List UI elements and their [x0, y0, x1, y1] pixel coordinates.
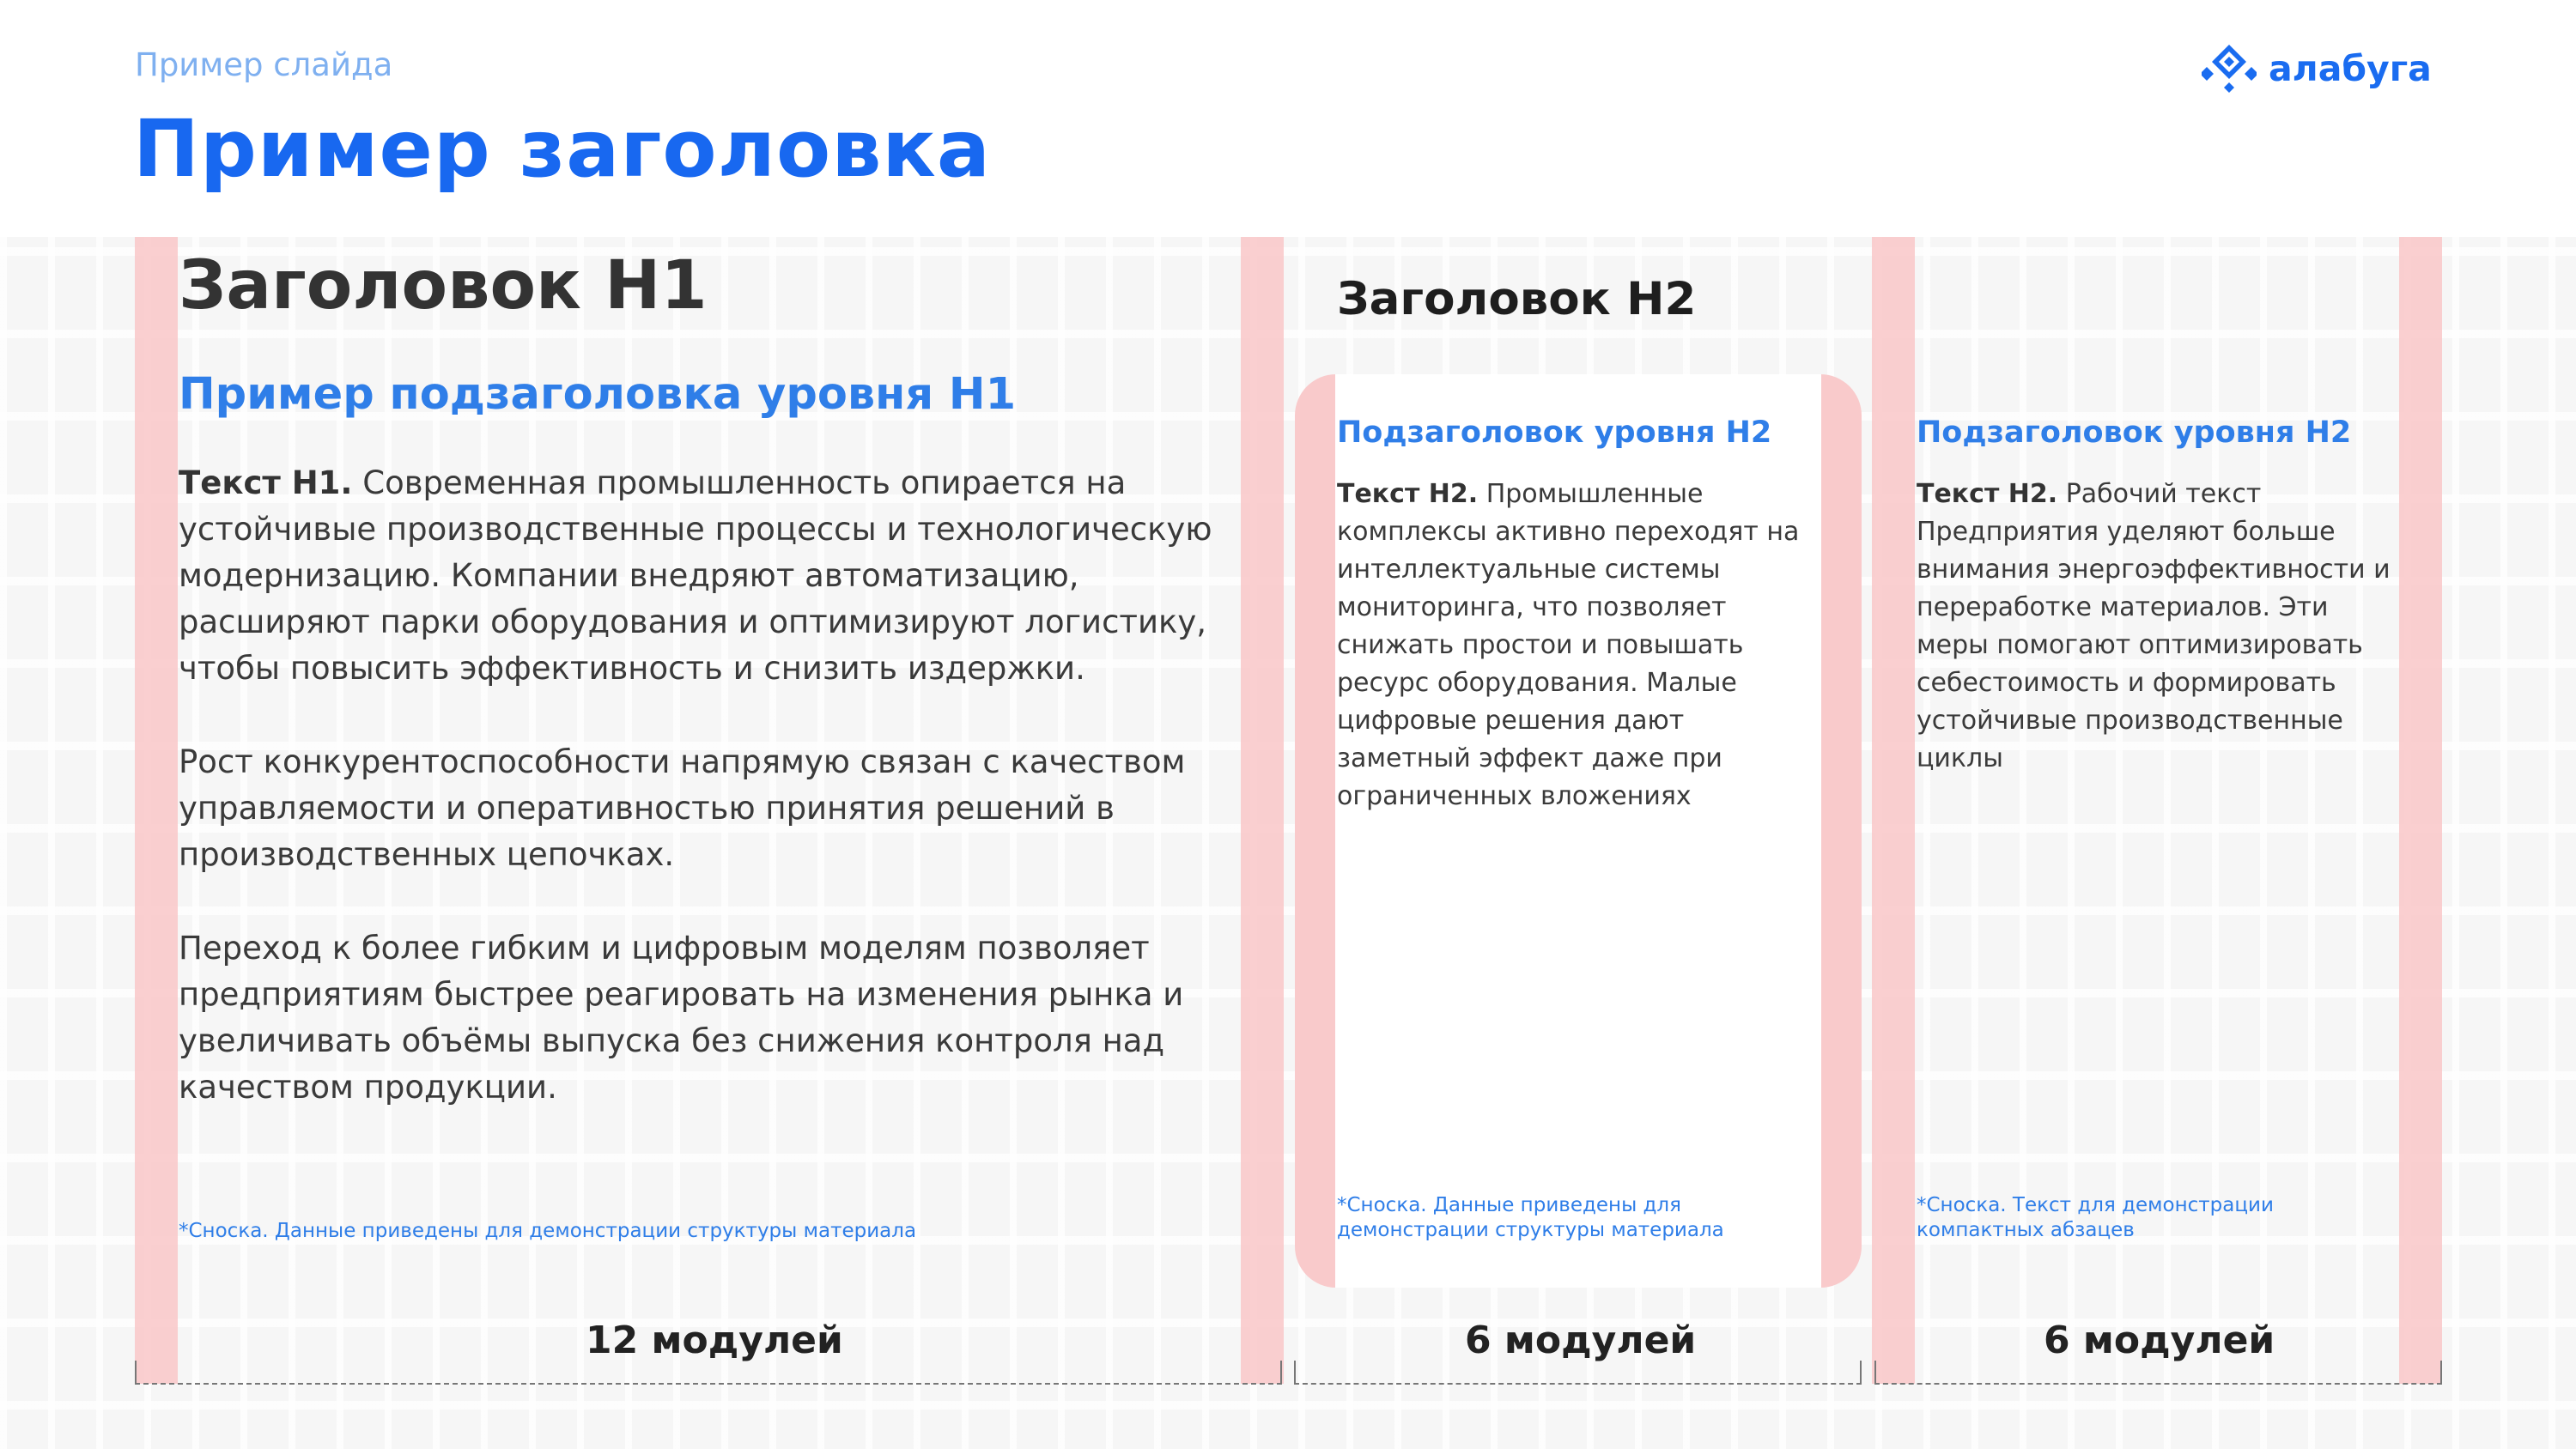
paragraph-1-lead: Текст H1. — [179, 464, 353, 501]
footnote-left: *Сноска. Данные приведены для демонстрации структуры материала — [179, 1220, 917, 1242]
page-title: Пример заголовка — [133, 103, 991, 195]
brand-logo — [2202, 45, 2432, 93]
subheading-h1: Пример подзаголовка уровня H1 — [179, 369, 1017, 420]
guide-column-4 — [2399, 237, 2442, 1384]
footnote-right: *Сноска. Текст для демонстрации компактных абзацев — [1917, 1194, 2274, 1241]
guide-column-2 — [1241, 237, 1284, 1384]
text-h2-card-lead: Текст H2. — [1337, 479, 1479, 509]
guide-column-3 — [1872, 237, 1915, 1384]
subheading-h2-right: Подзаголовок уровня H2 — [1917, 415, 2352, 450]
text-h2-card — [1337, 476, 1818, 815]
modules-label-right: 6 модулей — [2044, 1319, 2275, 1362]
heading-h2: Заголовок H2 — [1337, 273, 1697, 325]
paragraph-1 — [179, 460, 1226, 692]
module-bracket-left — [135, 1361, 1282, 1385]
paragraph-1-body: Современная промышленность опирается на устойчивые производственные процессы и технологическую модернизацию. Компании внедряют автоматизацию, расширяют парки оборудования и оптимизируют логистику, чтобы повысить эффективность и снизить издержки. — [179, 464, 1212, 687]
paragraph-2: Рост конкурентоспособности напрямую связан с качеством управляемости и оперативностью принятия решений в производственных цепочках. — [179, 743, 1186, 873]
module-bracket-right — [1874, 1361, 2442, 1385]
heading-h1: Заголовок H1 — [179, 247, 708, 324]
logo-wordmark: алабуга — [2269, 48, 2432, 89]
text-h2-right-lead: Текст H2. — [1917, 479, 2058, 509]
guide-column-1 — [135, 237, 178, 1384]
diamond-logo-icon — [2202, 45, 2257, 93]
footnote-card: *Сноска. Данные приведены для демонстрации структуры материала — [1337, 1194, 1724, 1241]
module-bracket-mid — [1294, 1361, 1862, 1385]
paragraph-3: Переход к более гибким и цифровым моделям позволяет предприятиям быстрее реагировать на изменения рынка и увеличивать объёмы выпуска без снижения контроля над качеством продукции. — [179, 930, 1184, 1106]
modules-label-left: 12 модулей — [586, 1319, 843, 1362]
subheading-h2-card: Подзаголовок уровня H2 — [1337, 415, 1772, 450]
text-h2-right-body: Рабочий текст Предприятия уделяют больше внимания энергоэффективности и переработке материалов. Эти меры помогают оптимизировать себестоимость и формировать устойчивые производственные циклы — [1917, 479, 2391, 773]
modules-label-mid: 6 модулей — [1465, 1319, 1697, 1362]
slide-eyebrow: Пример слайда — [135, 46, 393, 83]
text-h2-right — [1917, 476, 2397, 778]
text-h2-card-body: Промышленные комплексы активно переходят на интеллектуальные системы мониторинга, что позволяет снижать простои и повышать ресурс оборудования. Малые цифровые решения дают заметный эффект даже при ограниченных вложениях — [1337, 479, 1800, 811]
